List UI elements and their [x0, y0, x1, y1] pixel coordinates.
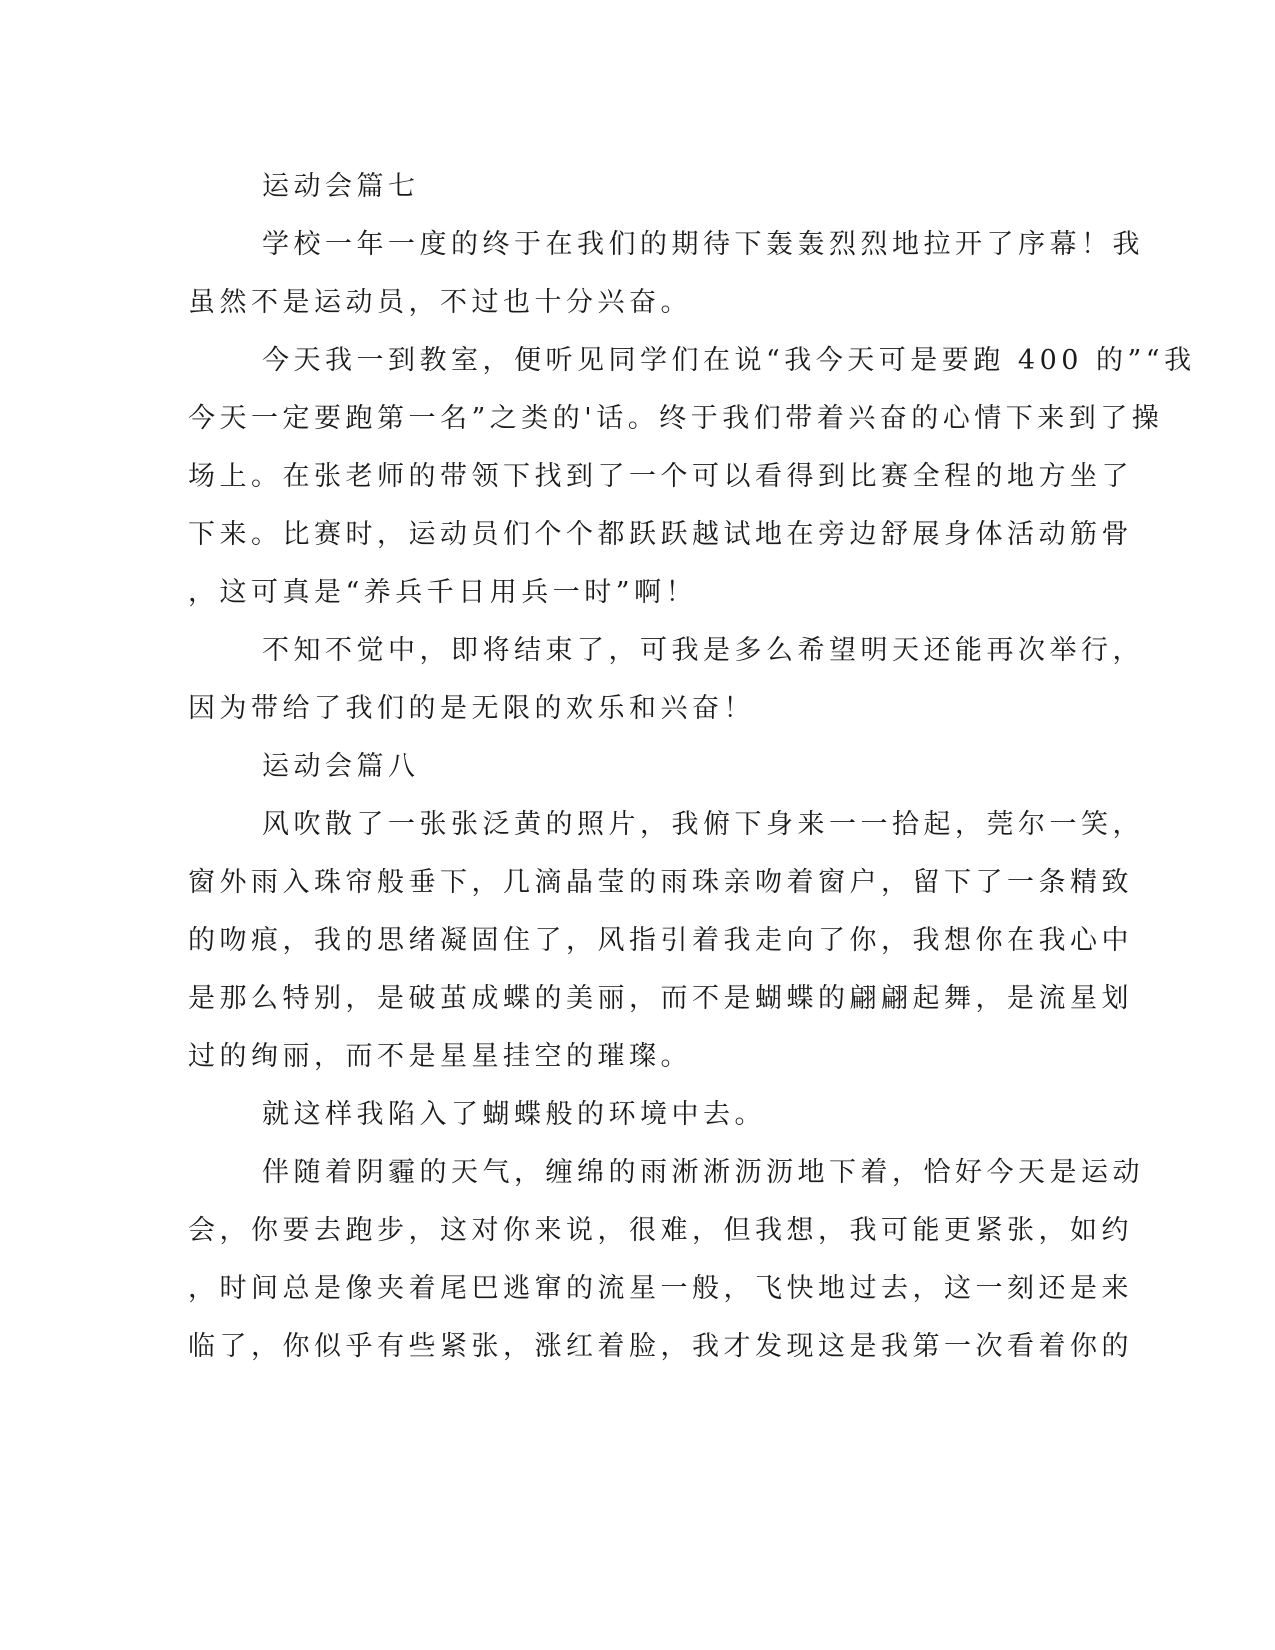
section-heading: 运动会篇七	[262, 171, 420, 202]
paragraph-line: 场上。在张老师的带领下找到了一个可以看得到比赛全程的地方坐了	[188, 461, 1133, 492]
paragraph-line: 风吹散了一张张泛黄的照片，我俯下身来一一拾起，莞尔一笑，	[262, 809, 1144, 840]
paragraph-line: ，时间总是像夹着尾巴逃窜的流星一般，飞快地过去，这一刻还是来	[188, 1273, 1133, 1304]
paragraph-line: 过的绚丽，而不是星星挂空的璀璨。	[188, 1041, 692, 1072]
paragraph-line: ，这可真是“养兵千日用兵一时”啊！	[188, 577, 698, 608]
paragraph-line: 是那么特别，是破茧成蝶的美丽，而不是蝴蝶的翩翩起舞，是流星划	[188, 983, 1133, 1014]
paragraph-line: 因为带给了我们的是无限的欢乐和兴奋！	[188, 693, 755, 724]
paragraph-line: 今天我一到教室，便听见同学们在说“我今天可是要跑 400 的”“我	[262, 345, 1196, 376]
paragraph-line: 窗外雨入珠帘般垂下，几滴晶莹的雨珠亲吻着窗户，留下了一条精致	[188, 867, 1133, 898]
paragraph-line: 学校一年一度的终于在我们的期待下轰轰烈烈地拉开了序幕！我	[262, 229, 1144, 260]
paragraph-line: 的吻痕，我的思绪凝固住了，风指引着我走向了你，我想你在我心中	[188, 925, 1133, 956]
paragraph-line: 下来。比赛时，运动员们个个都跃跃越试地在旁边舒展身体活动筋骨	[188, 519, 1133, 550]
paragraph-line: 今天一定要跑第一名”之类的'话。终于我们带着兴奋的心情下来到了操	[188, 403, 1164, 434]
paragraph-line: 不知不觉中，即将结束了，可我是多么希望明天还能再次举行，	[262, 635, 1144, 666]
paragraph-line: 临了，你似乎有些紧张，涨红着脸，我才发现这是我第一次看着你的	[188, 1331, 1133, 1362]
paragraph-line: 伴随着阴霾的天气，缠绵的雨淅淅沥沥地下着，恰好今天是运动	[262, 1157, 1144, 1188]
paragraph-line: 就这样我陷入了蝴蝶般的环境中去。	[262, 1099, 766, 1130]
paragraph-line: 虽然不是运动员，不过也十分兴奋。	[188, 287, 692, 318]
section-heading: 运动会篇八	[262, 751, 420, 782]
paragraph-line: 会，你要去跑步，这对你来说，很难，但我想，我可能更紧张，如约	[188, 1215, 1133, 1246]
